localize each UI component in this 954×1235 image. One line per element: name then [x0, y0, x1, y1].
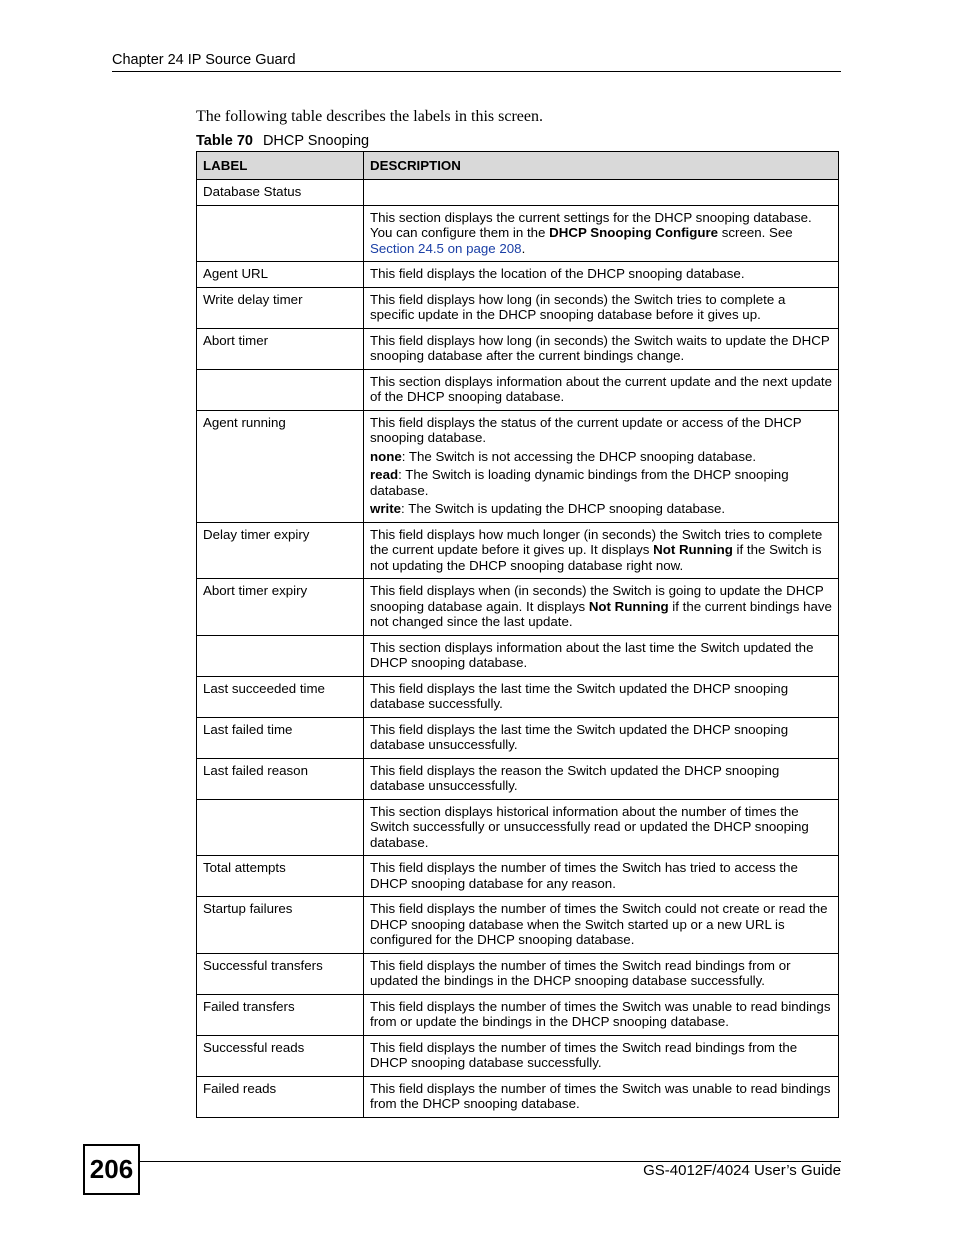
description-paragraph — [370, 527, 832, 574]
row-description — [364, 635, 839, 676]
bold-term: none — [370, 448, 402, 464]
header-divider — [112, 71, 841, 72]
table-body — [197, 180, 839, 1118]
page-number: 206 — [83, 1144, 140, 1195]
row-description — [364, 897, 839, 954]
row-description — [364, 953, 839, 994]
row-description — [364, 676, 839, 717]
description-paragraph — [370, 681, 832, 712]
row-label: Abort timer — [197, 328, 364, 369]
intro-text: The following table describes the labels in this screen. — [196, 108, 544, 125]
row-label: Agent URL — [197, 262, 364, 288]
description-paragraph — [370, 640, 832, 671]
table-row — [197, 205, 839, 262]
table-row — [197, 897, 839, 954]
description-paragraph — [370, 958, 832, 989]
table-header-row — [197, 152, 839, 180]
table-title: DHCP Snooping — [262, 133, 370, 149]
text-run: if the current bindings have not changed since the last update. — [370, 598, 832, 629]
row-description — [364, 369, 839, 410]
row-description — [364, 262, 839, 288]
row-description — [364, 1076, 839, 1117]
table-row — [197, 579, 839, 636]
text-run: This field displays how much longer (in seconds) the Switch tries to complete the current update before it gives up. It displays — [370, 526, 823, 557]
text-run: : The Switch is updating the DHCP snooping database. — [401, 501, 726, 516]
description-paragraph — [370, 1040, 832, 1071]
row-label: Last failed reason — [197, 758, 364, 799]
row-label: Total attempts — [197, 856, 364, 897]
label-column-header: LABEL — [197, 152, 364, 180]
table-number: Table 70 — [196, 133, 253, 149]
table-row — [197, 758, 839, 799]
row-description — [364, 758, 839, 799]
table-row — [197, 262, 839, 288]
row-description — [364, 856, 839, 897]
table-row — [197, 1076, 839, 1117]
text-run: This section displays historical information about the number of times the Switch successfully or unsuccessfully read or updated the DHCP snooping database. — [370, 803, 809, 850]
row-label: Failed reads — [197, 1076, 364, 1117]
table-caption — [196, 133, 369, 149]
bold-term: write — [370, 501, 402, 516]
text-run: This section displays information about the current update and the next update of the DHCP snooping database. — [370, 373, 832, 404]
table-row — [197, 522, 839, 579]
table-row — [197, 180, 839, 206]
text-run: This field displays how long (in seconds) the Switch waits to update the DHCP snooping database after the current bindings change. — [370, 332, 830, 363]
text-run: This field displays the number of times the Switch read bindings from the DHCP snooping database successfully. — [370, 1039, 798, 1070]
table-row — [197, 410, 839, 522]
text-run: This field displays the last time the Switch updated the DHCP snooping database unsuccessfully. — [370, 721, 789, 752]
table-row — [197, 1035, 839, 1076]
description-paragraph — [370, 763, 832, 794]
bold-term: Not Running — [588, 598, 669, 614]
row-label: Abort timer expiry — [197, 579, 364, 636]
text-run: if the Switch is not updating the DHCP snooping database right now. — [370, 542, 822, 573]
bold-term: read — [370, 467, 399, 482]
row-description — [364, 328, 839, 369]
row-description — [364, 180, 839, 206]
description-paragraph — [370, 449, 832, 465]
description-paragraph — [370, 583, 832, 630]
description-paragraph — [370, 266, 832, 282]
row-label: Database Status — [197, 180, 364, 206]
row-label — [197, 205, 364, 262]
text-run: This field displays the status of the current update or access of the DHCP snooping database. — [370, 414, 802, 445]
description-paragraph — [370, 999, 832, 1030]
table-row — [197, 369, 839, 410]
description-paragraph — [370, 415, 832, 446]
description-column-header: DESCRIPTION — [364, 152, 839, 180]
table-row — [197, 953, 839, 994]
bold-term: DHCP Snooping Configure — [549, 225, 719, 240]
row-description — [364, 579, 839, 636]
table-row — [197, 287, 839, 328]
text-run: This field displays the last time the Switch updated the DHCP snooping database successfully. — [370, 680, 789, 711]
description-paragraph — [370, 501, 832, 517]
text-run: : The Switch is not accessing the DHCP snooping database. — [401, 448, 757, 464]
description-paragraph — [370, 804, 832, 851]
description-paragraph — [370, 722, 832, 753]
table-row — [197, 328, 839, 369]
row-description — [364, 287, 839, 328]
text-run: . — [521, 240, 526, 256]
row-label — [197, 799, 364, 856]
text-run: This field displays the number of times the Switch has tried to access the DHCP snooping database for any reason. — [370, 860, 798, 891]
text-run: This field displays the number of times the Switch was unable to read bindings from the DHCP snooping database. — [370, 1080, 831, 1111]
row-description — [364, 1035, 839, 1076]
row-label: Failed transfers — [197, 994, 364, 1035]
row-label: Successful transfers — [197, 953, 364, 994]
text-run: This field displays the number of times the Switch could not create or read the DHCP snooping database when the Switch started up or a new URL is configured for the DHCP snooping database. — [370, 901, 828, 947]
description-paragraph — [370, 860, 832, 891]
text-run: This field displays the number of times the Switch was unable to read bindings from or update the bindings in the DHCP snooping database. — [370, 998, 831, 1029]
table-row — [197, 799, 839, 856]
text-run: screen. See — [718, 225, 793, 240]
row-label: Startup failures — [197, 897, 364, 954]
bold-term: Not Running — [653, 542, 733, 557]
table-row — [197, 635, 839, 676]
description-paragraph — [370, 1081, 832, 1112]
text-run: This field displays the reason the Switch updated the DHCP snooping database unsuccessfully. — [370, 762, 780, 793]
row-label — [197, 369, 364, 410]
table-row — [197, 994, 839, 1035]
table-row — [197, 717, 839, 758]
description-paragraph — [370, 467, 832, 498]
text-run: This section displays information about the last time the Switch updated the DHCP snooping database. — [370, 639, 814, 670]
description-paragraph — [370, 333, 832, 364]
row-label: Write delay timer — [197, 287, 364, 328]
row-description — [364, 717, 839, 758]
text-run: This field displays how long (in seconds) the Switch tries to complete a specific update in the DHCP snooping database before it gives up. — [370, 291, 786, 322]
row-label — [197, 635, 364, 676]
row-description — [364, 994, 839, 1035]
text-run: : The Switch is loading dynamic bindings from the DHCP snooping database. — [370, 467, 789, 498]
row-description — [364, 205, 839, 262]
row-label: Agent running — [197, 410, 364, 522]
row-description — [364, 522, 839, 579]
table-row — [197, 676, 839, 717]
text-run: This field displays the number of times the Switch read bindings from or updated the bindings in the DHCP snooping database successfully. — [370, 957, 791, 988]
row-label: Last failed time — [197, 717, 364, 758]
description-paragraph — [370, 292, 832, 323]
row-label: Successful reads — [197, 1035, 364, 1076]
section-link[interactable]: Section 24.5 on page 208 — [370, 240, 522, 256]
table-row — [197, 856, 839, 897]
guide-title: GS-4012F/4024 User’s Guide — [643, 1162, 841, 1179]
row-label: Last succeeded time — [197, 676, 364, 717]
description-paragraph — [370, 374, 832, 405]
row-description — [364, 410, 839, 522]
chapter-header: Chapter 24 IP Source Guard — [112, 52, 296, 68]
text-run: This section displays the current settings for the DHCP snooping database. You can configure them in the — [370, 209, 812, 240]
dhcp-snooping-table — [196, 151, 839, 1118]
text-run: This field displays the location of the DHCP snooping database. — [370, 266, 745, 281]
row-description — [364, 799, 839, 856]
row-label: Delay timer expiry — [197, 522, 364, 579]
text-run: This field displays when (in seconds) the Switch is going to update the DHCP snooping database again. It displays — [370, 583, 824, 614]
description-paragraph — [370, 901, 832, 948]
description-paragraph — [370, 210, 832, 257]
